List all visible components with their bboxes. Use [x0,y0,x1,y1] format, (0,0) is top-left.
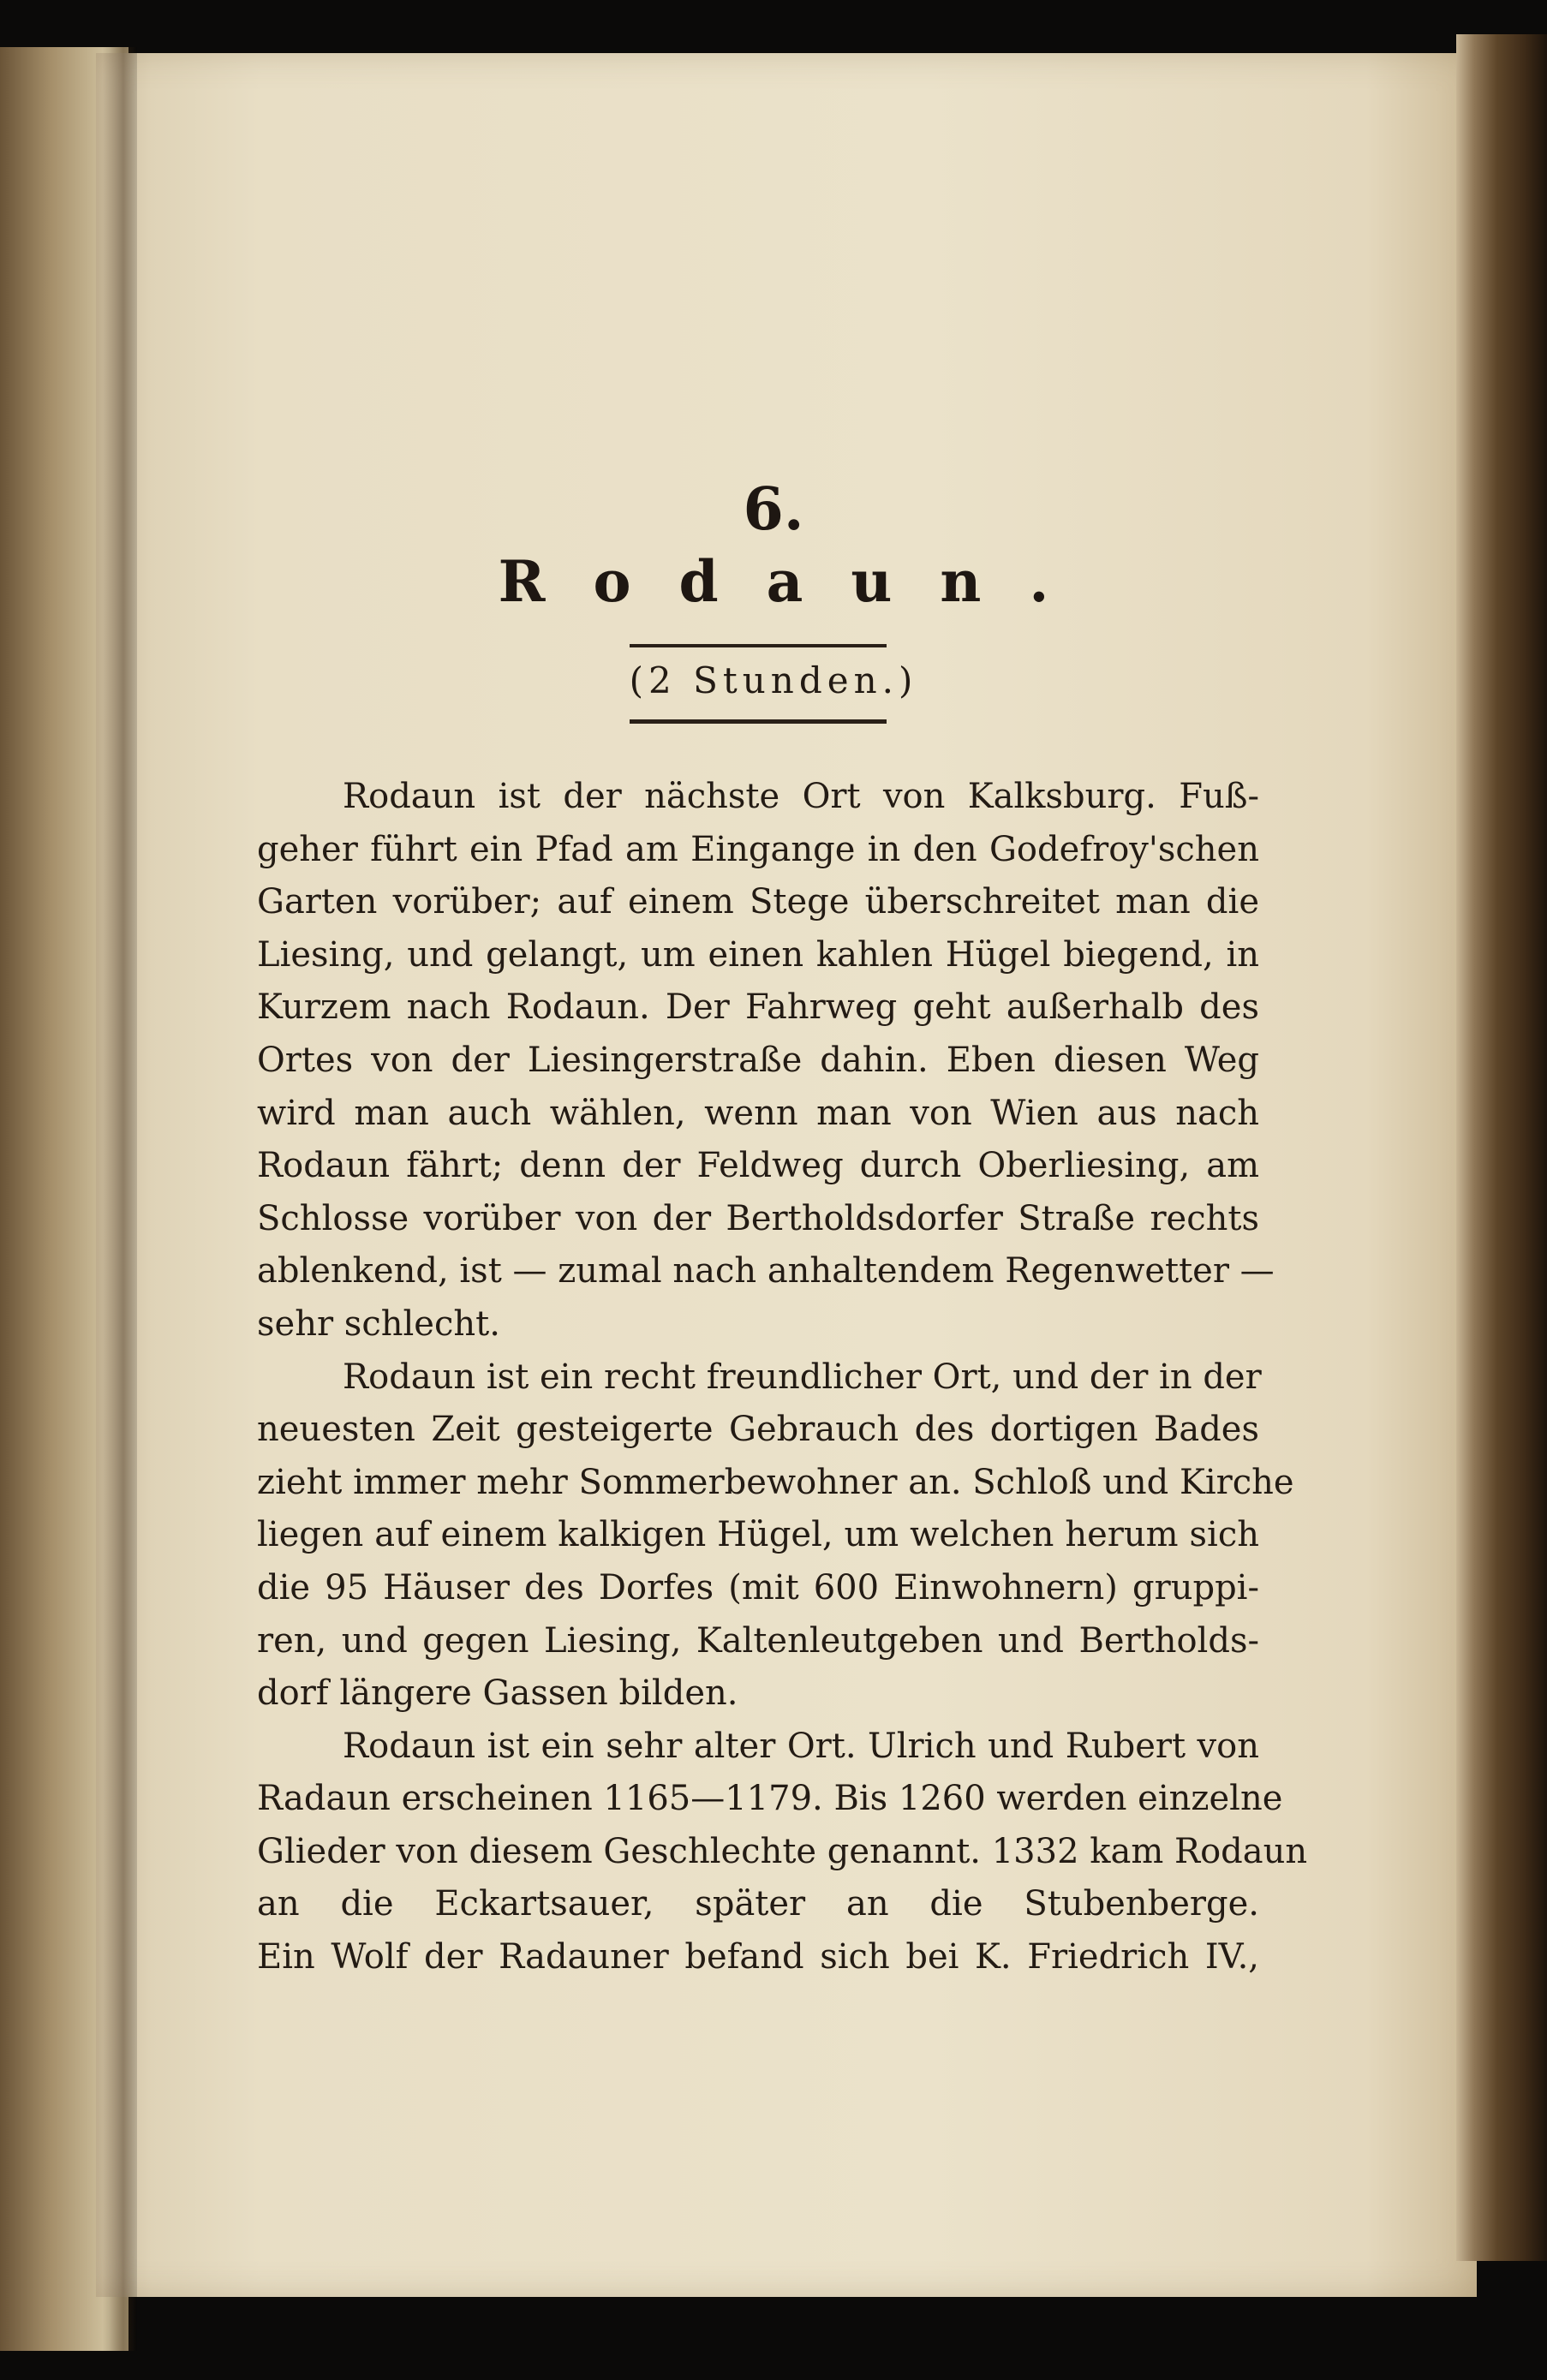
text-line: ren, und gegen Liesing, Kaltenleutgeben und Bertholds- [257,1620,1259,1661]
title-rule-top [630,644,887,647]
text-line: Rodaun ist ein sehr alter Ort. Ulrich und Rubert von [343,1726,1259,1766]
text-line: zieht immer mehr Sommerbewohner an. Schloß und Kirche [257,1462,1294,1502]
text-line: Schlosse vorüber von der Bertholdsdorfer Straße rechts [257,1198,1259,1238]
text-line: Rodaun ist der nächste Ort von Kalksburg. Fuß- [343,777,1259,816]
book-page-edges [1456,34,1547,2261]
text-line: ablenkend, ist — zumal nach anhaltendem Regenwetter — [257,1251,1275,1291]
text-line: neuesten Zeit gesteigerte Gebrauch des dortigen Bades [257,1410,1259,1450]
text-line: Ortes von der Liesingerstraße dahin. Eben diesen Weg [257,1040,1259,1080]
text-line: dorf längere Gassen bilden. [257,1673,738,1714]
text-line: liegen auf einem kalkigen Hügel, um welchen herum sich [257,1515,1259,1555]
text-line: sehr schlecht. [257,1303,500,1344]
book-gutter [103,47,137,2351]
text-line: Glieder von diesem Geschlechte genannt. 1332 kam Rodaun [257,1831,1308,1871]
text-line: wird man auch wählen, wenn man von Wien aus nach [257,1093,1259,1133]
body-text [257,771,1308,1984]
text-line: die 95 Häuser des Dorfes (mit 600 Einwohnern) gruppi- [257,1567,1259,1608]
text-line: Garten vorüber; auf einem Stege überschreitet man die [257,882,1259,922]
text-line: Liesing, und gelangt, um einen kahlen Hügel biegend, in [257,934,1259,975]
chapter-number: 6. [743,475,804,544]
text-line: Rodaun ist ein recht freundlicher Ort, und der in der [343,1357,1262,1397]
chapter-title: Rodaun. [498,548,1097,615]
text-line: Kurzem nach Rodaun. Der Fahrweg geht außerhalb des [257,987,1259,1028]
text-line: an die Eckartsauer, später an die Stubenberge. [257,1884,1259,1924]
text-line: Radaun erscheinen 1165—1179. Bis 1260 werden einzelne [257,1779,1283,1819]
paragraph-1 [257,771,1275,1351]
text-line: geher führt ein Pfad am Eingange in den Godefroy'schen [257,829,1259,869]
text-line: Ein Wolf der Radauner befand sich bei K. Friedrich IV., [257,1937,1259,1977]
title-rule-bottom [630,719,887,724]
paragraph-3 [257,1721,1308,1984]
text-line: Rodaun fährt; denn der Feldweg durch Oberliesing, am [257,1146,1259,1186]
chapter-duration: (2 Stunden.) [629,659,918,701]
paragraph-2 [257,1351,1294,1721]
